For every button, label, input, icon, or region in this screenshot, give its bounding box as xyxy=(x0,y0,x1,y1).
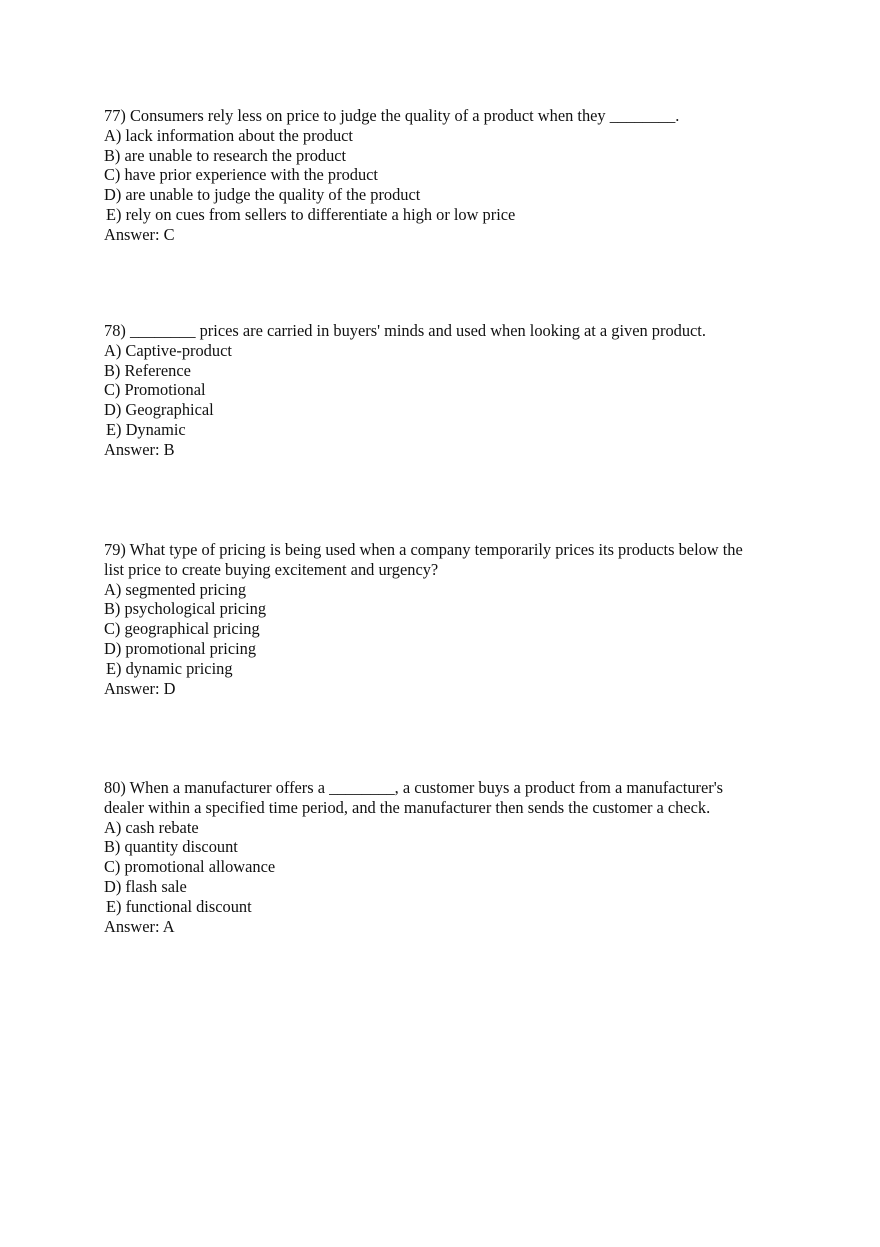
option-d: D) Geographical xyxy=(104,400,214,420)
answer: Answer: D xyxy=(104,678,176,698)
option-a: A) segmented pricing xyxy=(104,579,247,599)
option-e: E) dynamic pricing xyxy=(106,658,233,678)
option-c: C) Promotional xyxy=(104,380,206,400)
question-77 xyxy=(104,106,679,245)
question-79 xyxy=(104,540,743,698)
question-stem-line-1: 79) What type of pricing is being used when a company temporarily prices its products below the xyxy=(104,540,743,559)
option-e: E) Dynamic xyxy=(106,419,186,439)
option-e: E) rely on cues from sellers to differentiate a high or low price xyxy=(106,204,516,224)
option-b: B) quantity discount xyxy=(104,837,238,857)
question-80 xyxy=(104,778,723,936)
option-d: D) flash sale xyxy=(104,876,187,896)
option-a: A) lack information about the product xyxy=(104,125,353,145)
option-a: A) cash rebate xyxy=(104,817,199,837)
option-c: C) geographical pricing xyxy=(104,619,260,639)
answer: Answer: C xyxy=(104,224,175,244)
option-e: E) functional discount xyxy=(106,896,252,916)
question-stem-line-2: dealer within a specified time period, and the manufacturer then sends the customer a check. xyxy=(104,797,711,817)
question-stem-line-2: list price to create buying excitement and urgency? xyxy=(104,559,439,579)
option-a: A) Captive-product xyxy=(104,340,232,360)
question-stem-line-1: 80) When a manufacturer offers a ________, a customer buys a product from a manufacturer's xyxy=(104,778,724,797)
option-d: D) promotional pricing xyxy=(104,638,257,658)
option-c: C) have prior experience with the product xyxy=(104,165,378,185)
option-b: B) Reference xyxy=(104,360,191,380)
option-d: D) are unable to judge the quality of the product xyxy=(104,185,421,205)
question-78 xyxy=(104,321,706,460)
answer: Answer: B xyxy=(104,439,175,459)
question-stem: 78) ________ prices are carried in buyers' minds and used when looking at a given product. xyxy=(104,321,706,340)
option-b: B) psychological pricing xyxy=(104,599,267,619)
option-b: B) are unable to research the product xyxy=(104,145,347,165)
question-stem: 77) Consumers rely less on price to judge the quality of a product when they ________. xyxy=(104,106,680,125)
answer: Answer: A xyxy=(104,916,175,936)
option-c: C) promotional allowance xyxy=(104,857,276,877)
